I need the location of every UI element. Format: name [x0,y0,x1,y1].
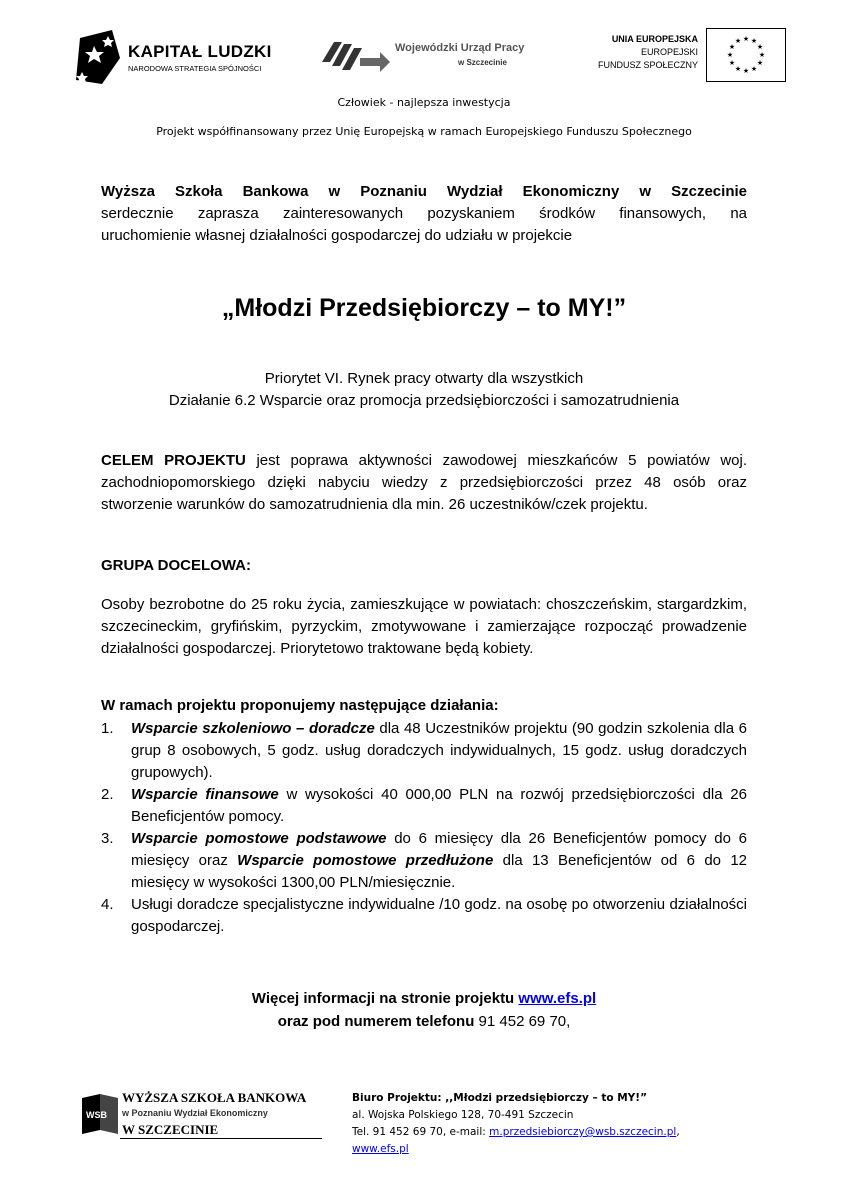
action-text: w wysokości 40 000,00 PLN na rozwój przedsiębiorczości dla 26 Beneficjentów pomocy. [131,786,747,825]
intro-line3: uruchomienie własnej działalności gospodarczej do udziału w projekcie [101,227,573,244]
wsb-divider [120,1138,322,1139]
list-item [101,828,747,894]
list-item [101,718,747,784]
eu-line1: UNIA EUROPEJSKA [611,34,698,44]
svg-text:★: ★ [734,37,742,45]
list-number: 4. [101,896,114,913]
action-line: Działanie 6.2 Wsparcie oraz promocja przedsiębiorczości i samozatrudnienia [168,392,680,409]
phone-line [0,1013,848,1030]
svg-text:★: ★ [734,65,742,73]
svg-text:★: ★ [758,51,766,59]
project-title: „Młodzi Przedsiębiorczy – to MY!” [221,294,627,322]
list-number: 1. [101,720,114,737]
kapital-ludzki-title: KAPITAŁ LUDZKI [128,42,272,61]
more-info-text: Więcej informacji na stronie projektu [251,990,519,1007]
action-bold: Wsparcie pomostowe podstawowe [131,830,387,847]
svg-text:★: ★ [728,59,736,67]
target-group-label: GRUPA DOCELOWA: [101,557,251,574]
phone-number: 91 452 69 70, [478,1013,571,1030]
project-office-label: Biuro Projektu: ,,Młodzi przedsiębiorczy – to MY!” [352,1092,647,1104]
wsb-badge: WSB [86,1110,107,1120]
wup-title: Wojewódzki Urząd Pracy [395,42,525,54]
intro-line2: serdecznie zaprasza zainteresowanych pozyskaniem środków finansowych, na [101,205,747,222]
action-text: do 6 miesięcy dla 26 Beneficjentów pomocy do 6 miesięcy oraz [131,830,747,869]
svg-text:★: ★ [756,43,764,51]
list-number: 2. [101,786,114,803]
eu-flag-icon [706,28,786,82]
project-website-link[interactable]: www.efs.pl [518,990,597,1007]
footer-website-link[interactable]: www.efs.pl [352,1143,409,1155]
action-text-2: dla 13 Beneficjentów od 6 do 12 miesięcy w wysokości 1300,00 PLN/miesięcznie. [131,852,748,891]
target-group-text: Osoby bezrobotne do 25 roku życia, zamieszkujące w powiatach: choszczeńskim, stargardzkim, szczecineckim, gryfińskim, pyrzyckim, zmotywowane i zamierzające rozpocząć prowadzenie działalności gospodarczej. Priorytetowo traktowane będą kobiety. [101,596,747,657]
kapital-ludzki-subtitle: NARODOWA STRATEGIA SPÓJNOŚCI [128,64,262,73]
actions-list [101,718,747,938]
project-office-contact [352,1124,792,1141]
goal-label: CELEM PROJEKTU [101,452,246,469]
list-number: 3. [101,830,114,847]
project-office-tel: Tel. 91 452 69 70, e-mail: [352,1126,490,1138]
action-bold-2: Wsparcie pomostowe przedłużone [237,852,494,869]
email-suffix: , [676,1126,680,1138]
intro-bold: Wyższa Szkoła Bankowa w Poznaniu Wydział Ekonomiczny w Szczecinie [101,183,747,200]
project-office-info [352,1090,792,1158]
action-text: Usługi doradcze specjalistyczne indywidualne /10 godz. na osobę po otworzeniu działalności gospodarczej. [131,896,747,935]
wsb-name: WYŻSZA SZKOŁA BANKOWA [122,1090,307,1105]
action-text: dla 48 Uczestników projektu (90 godzin szkolenia dla 6 grup 8 osobowych, 5 godz. usług doradczych indywidualnych, 15 godz. usług doradczych grupowych). [131,720,747,781]
wup-subtitle: w Szczecinie [458,58,507,67]
eu-line2: EUROPEJSKI [640,47,698,57]
svg-text:★: ★ [742,35,750,43]
email-link[interactable]: m.przedsiebiorczy@wsb.szczecin.pl [489,1126,677,1138]
actions-title: W ramach projektu proponujemy następujące działania: [101,697,499,714]
svg-text:★: ★ [756,59,764,67]
wup-emblem-icon [320,32,390,76]
action-bold: Wsparcie szkoleniowo – doradcze [131,720,375,737]
eu-line3: FUNDUSZ SPOŁECZNY [597,60,698,70]
project-office-address: al. Wojska Polskiego 128, 70-491 Szczecin [352,1109,574,1121]
list-item [101,784,747,828]
wsb-logo [80,1088,330,1148]
list-item [101,894,747,938]
more-info-line [0,990,848,1007]
action-bold: Wsparcie finansowe [131,786,279,803]
goal-paragraph [101,450,747,516]
priority-line: Priorytet VI. Rynek pracy otwarty dla wszystkich [264,370,584,387]
wup-logo [320,30,525,80]
wsb-faculty: w Poznaniu Wydział Ekonomiczny [122,1108,268,1118]
eu-logo [590,28,786,84]
svg-text:★: ★ [726,51,734,59]
tagline-motto: Człowiek - najlepsza inwestycja [337,96,511,109]
tagline-cofinancing: Projekt współfinansowany przez Unię Europejską w ramach Europejskiego Funduszu Społecznego [156,125,692,138]
svg-text:★: ★ [728,43,736,51]
kapital-ludzki-emblem-icon [72,28,124,86]
wsb-city: W SZCZECINIE [122,1122,219,1137]
kapital-ludzki-logo [72,28,302,86]
phone-text: oraz pod numerem telefonu [277,1013,479,1030]
svg-text:★: ★ [750,65,758,73]
svg-text:★: ★ [750,37,758,45]
intro-paragraph [101,181,747,247]
svg-text:★: ★ [742,67,750,75]
goal-text: jest poprawa aktywności zawodowej mieszkańców 5 powiatów woj. zachodniopomorskiego dzięki nabyciu wiedzy z przedsiębiorczości przez 48 osób oraz stworzenie warunków do samozatrudnienia dla min. 26 uczestników/czek projektu. [101,452,747,513]
